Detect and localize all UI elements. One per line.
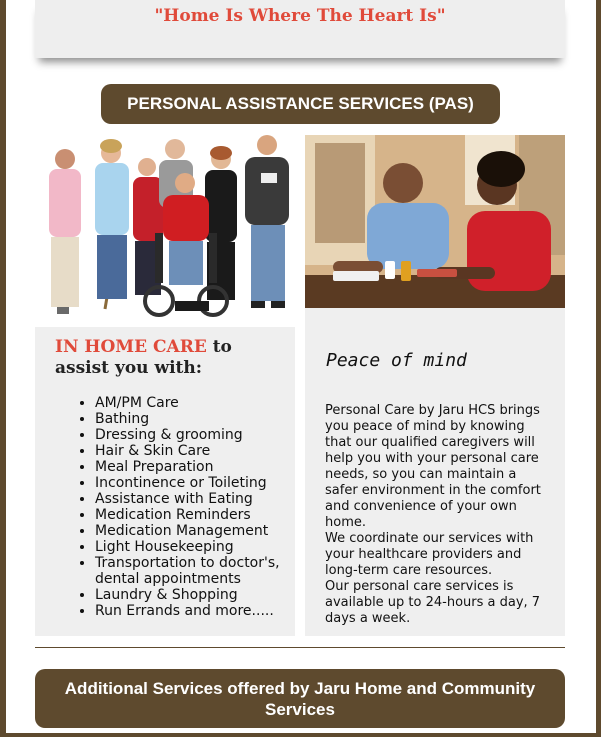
list-item: • Bathing: [95, 411, 305, 427]
peace-of-mind-paragraph: Personal Care by Jaru HCS brings you peace of mind by knowing that our qualified caregivers will help you with your personal care needs, so you can maintain a safer environment in the comfort and convenience of your own home.: [325, 403, 541, 530]
quote-banner: [35, 0, 565, 58]
peace-of-mind-paragraph: Our personal care services is available up to 24-hours a day, 7 days a week.: [325, 579, 541, 626]
list-item: • Transportation to doctor's, dental appointments: [95, 555, 305, 587]
list-item: • Medication Reminders: [95, 507, 305, 523]
group-photo: [35, 133, 295, 326]
group-photo-illustration: [35, 133, 295, 326]
in-home-care-heading-rest: to assist you with:: [55, 337, 232, 378]
peace-of-mind-paragraph: We coordinate our services with your healthcare providers and long-term care resources.: [325, 531, 534, 578]
page-frame-bottom: [0, 733, 601, 737]
list-item: • Meal Preparation: [95, 459, 305, 475]
in-home-care-heading: [55, 337, 285, 379]
list-item: • Medication Management: [95, 523, 305, 539]
list-item: • AM/PM Care: [95, 395, 305, 411]
list-item: • Run Errands and more.....: [95, 603, 305, 619]
list-item: • Light Housekeeping: [95, 539, 305, 555]
section-divider: [35, 647, 565, 648]
peace-of-mind-title: Peace of mind: [326, 350, 467, 371]
caregiver-photo-illustration: [305, 135, 565, 308]
in-home-care-heading-accent: IN HOME CARE: [55, 337, 207, 357]
additional-services-button[interactable]: Additional Services offered by Jaru Home and Community Services: [35, 669, 565, 728]
pas-section-button[interactable]: PERSONAL ASSISTANCE SERVICES (PAS): [101, 84, 500, 124]
page-frame-right: [596, 0, 601, 737]
quote-text: "Home Is Where The Heart Is": [154, 6, 446, 26]
service-list: [77, 395, 305, 619]
list-item: • Dressing & grooming: [95, 427, 305, 443]
page-frame-left: [0, 0, 6, 737]
list-item: • Laundry & Shopping: [95, 587, 305, 603]
list-item: • Incontinence or Toileting: [95, 475, 305, 491]
caregiver-photo: [305, 135, 565, 308]
list-item: • Assistance with Eating: [95, 491, 305, 507]
peace-of-mind-body: [325, 403, 553, 627]
list-item: • Hair & Skin Care: [95, 443, 305, 459]
